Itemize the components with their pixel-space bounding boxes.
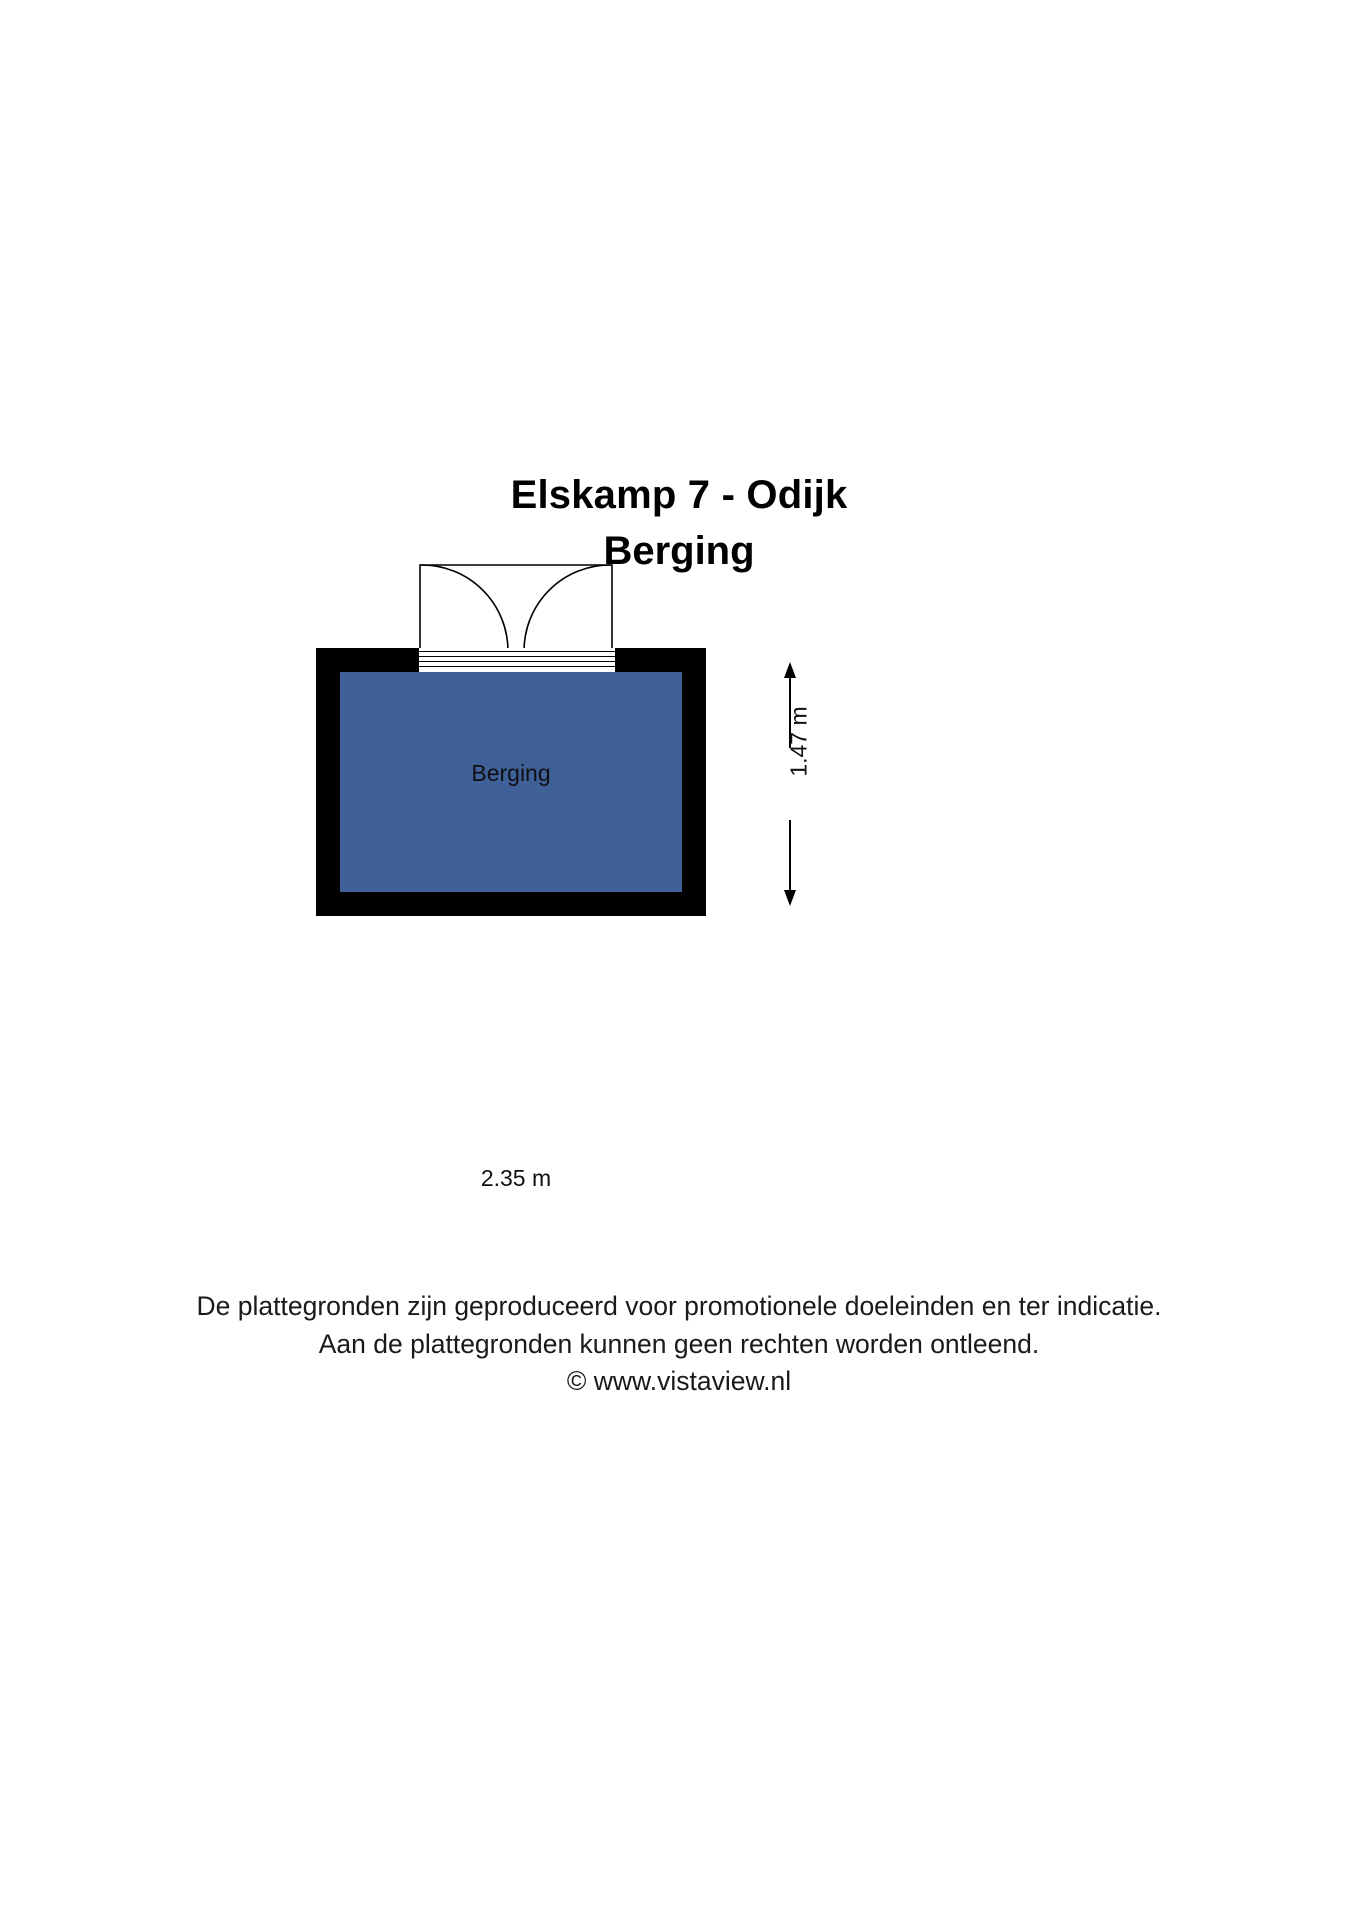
- footer-line-2: Aan de plattegronden kunnen geen rechten worden ontleend.: [318, 1328, 1040, 1359]
- dimension-width-label: 2.35 m: [316, 1165, 716, 1192]
- door-jamb-left: [417, 648, 419, 672]
- door-swing-icon: [316, 555, 716, 655]
- door-threshold-lines: [419, 651, 617, 670]
- footer-disclaimer: [0, 1288, 1358, 1401]
- dimension-height-label: 1.47 m: [785, 706, 812, 777]
- page-title: Elskamp 7 - Odijk: [510, 473, 848, 517]
- footer-line-3: © www.vistaview.nl: [566, 1366, 792, 1397]
- room-label: Berging: [471, 760, 551, 786]
- door-swing-group: [316, 555, 716, 655]
- page-subtitle: Berging: [603, 529, 755, 573]
- dimension-width: [316, 1160, 716, 1220]
- floorplan-drawing: [316, 648, 706, 916]
- dimension-height: [748, 648, 858, 918]
- footer-line-1: De plattegronden zijn geproduceerd voor promotionele doeleinden en ter indicatie.: [196, 1291, 1162, 1321]
- door-jamb-right: [615, 648, 617, 672]
